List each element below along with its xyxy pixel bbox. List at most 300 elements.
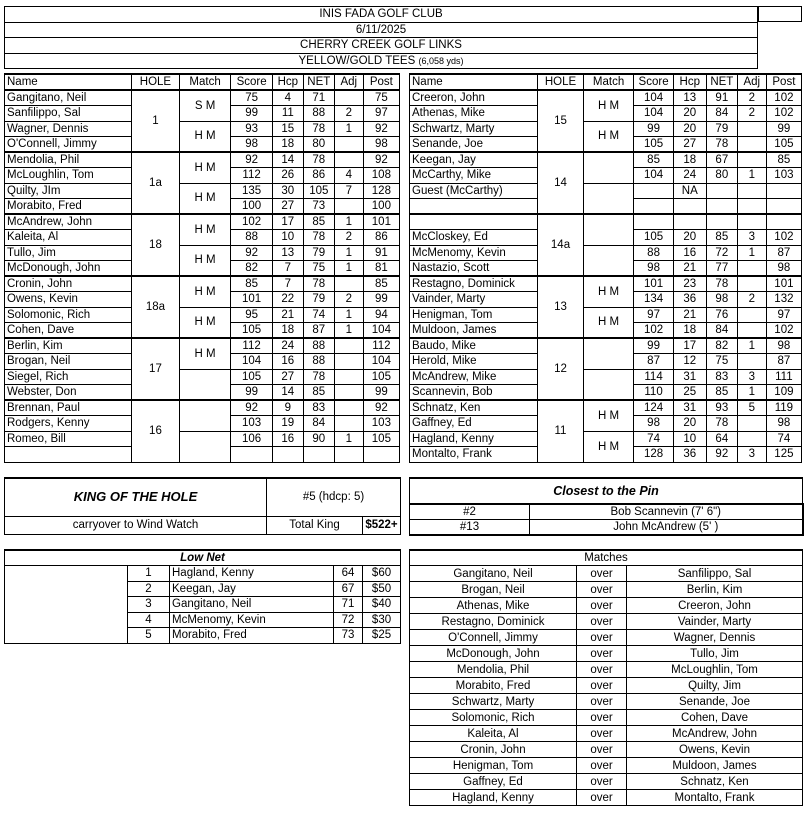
adj-cell: 1 bbox=[737, 385, 766, 401]
adj-cell: 2 bbox=[737, 90, 766, 106]
score-cell: 93 bbox=[231, 121, 272, 137]
hcp-cell: 12 bbox=[673, 354, 706, 370]
adj-cell bbox=[737, 214, 766, 230]
hcp-cell: 27 bbox=[673, 137, 706, 153]
match-loser: Creeron, John bbox=[627, 598, 803, 614]
adj-cell bbox=[737, 354, 766, 370]
match-loser: Berlin, Kim bbox=[627, 582, 803, 598]
hcp-cell: 30 bbox=[272, 183, 303, 199]
match-row bbox=[410, 662, 803, 678]
score-row bbox=[5, 276, 400, 292]
match-winner: Athenas, Mike bbox=[410, 598, 577, 614]
score-cell: 102 bbox=[231, 214, 272, 230]
hcp-cell: 17 bbox=[272, 214, 303, 230]
net-cell: 85 bbox=[303, 385, 334, 401]
net-cell: 86 bbox=[303, 168, 334, 184]
player-name: Rodgers, Kenny bbox=[5, 416, 132, 432]
player-name: Quilty, JIm bbox=[5, 183, 132, 199]
post-cell: 104 bbox=[363, 323, 399, 339]
net-cell bbox=[706, 214, 737, 230]
low-net-bottom bbox=[5, 643, 401, 647]
adj-cell: 1 bbox=[334, 323, 363, 339]
match-row bbox=[410, 710, 803, 726]
score-cell bbox=[634, 199, 673, 215]
match-over: over bbox=[577, 646, 627, 662]
low-net-rank: 3 bbox=[128, 597, 170, 613]
match-winner: Solomonic, Rich bbox=[410, 710, 577, 726]
player-name: Athenas, Mike bbox=[410, 106, 538, 122]
adj-cell bbox=[737, 152, 766, 168]
score-cell: 98 bbox=[231, 137, 272, 153]
closest-to-pin bbox=[409, 477, 804, 536]
column-header: Score bbox=[634, 74, 673, 90]
adj-cell: 7 bbox=[334, 183, 363, 199]
net-cell: 92 bbox=[706, 447, 737, 463]
score-cell: 124 bbox=[634, 400, 673, 416]
net-cell: 88 bbox=[303, 106, 334, 122]
low-net-prize: $25 bbox=[363, 628, 401, 644]
player-name: Tullo, Jim bbox=[5, 245, 132, 261]
score-cell: 134 bbox=[634, 292, 673, 308]
match-loser: Sanfilippo, Sal bbox=[627, 566, 803, 582]
hcp-cell: 27 bbox=[272, 369, 303, 385]
player-name: McAndrew, Mike bbox=[410, 369, 538, 385]
net-cell: 67 bbox=[706, 152, 737, 168]
net-cell: 75 bbox=[303, 261, 334, 277]
adj-cell: 5 bbox=[737, 400, 766, 416]
player-name: Owens, Kevin bbox=[5, 292, 132, 308]
low-net-spacer bbox=[5, 581, 128, 597]
net-cell: 88 bbox=[303, 338, 334, 354]
adj-cell bbox=[334, 416, 363, 432]
match-winner: Brogan, Neil bbox=[410, 582, 577, 598]
player-name: Scannevin, Bob bbox=[410, 385, 538, 401]
match-winner: Mendolia, Phil bbox=[410, 662, 577, 678]
match-type: H M bbox=[179, 276, 231, 307]
match-loser: Vainder, Marty bbox=[627, 614, 803, 630]
adj-cell: 4 bbox=[334, 168, 363, 184]
player-name: Nastazio, Scott bbox=[410, 261, 538, 277]
score-row bbox=[410, 369, 802, 385]
closest-winner: John McAndrew (5' ) bbox=[530, 520, 803, 536]
post-cell bbox=[766, 183, 801, 199]
match-row bbox=[410, 646, 803, 662]
player-name bbox=[410, 214, 538, 230]
match-over: over bbox=[577, 614, 627, 630]
score-row bbox=[410, 183, 802, 199]
score-cell: 104 bbox=[634, 106, 673, 122]
post-cell: 94 bbox=[363, 307, 399, 323]
match-loser: Owens, Kevin bbox=[627, 742, 803, 758]
hcp-cell: 24 bbox=[673, 168, 706, 184]
net-cell bbox=[706, 199, 737, 215]
player-name bbox=[5, 447, 132, 463]
post-cell: 85 bbox=[766, 152, 801, 168]
net-cell: 105 bbox=[303, 183, 334, 199]
match-row bbox=[410, 758, 803, 774]
score-cell: 128 bbox=[634, 447, 673, 463]
low-net-spacer bbox=[5, 566, 128, 582]
post-cell: 112 bbox=[363, 338, 399, 354]
tees-line bbox=[5, 53, 758, 69]
match-row bbox=[410, 678, 803, 694]
hcp-cell: 14 bbox=[272, 152, 303, 168]
score-row bbox=[410, 90, 802, 106]
low-net-prize: $50 bbox=[363, 581, 401, 597]
post-cell: 105 bbox=[363, 431, 399, 447]
adj-cell: 1 bbox=[334, 214, 363, 230]
match-winner: Cronin, John bbox=[410, 742, 577, 758]
score-cell: 92 bbox=[231, 245, 272, 261]
hcp-cell: 20 bbox=[673, 106, 706, 122]
hcp-cell: 16 bbox=[673, 245, 706, 261]
course-name: CHERRY CREEK GOLF LINKS bbox=[5, 38, 758, 54]
post-cell: 92 bbox=[363, 400, 399, 416]
net-cell: 75 bbox=[706, 354, 737, 370]
net-cell: 80 bbox=[303, 137, 334, 153]
hcp-cell: 21 bbox=[673, 307, 706, 323]
score-cell: 97 bbox=[634, 307, 673, 323]
hole-number: 11 bbox=[538, 400, 584, 462]
score-cell: 82 bbox=[231, 261, 272, 277]
net-cell: 84 bbox=[303, 416, 334, 432]
player-name: Gangitano, Neil bbox=[5, 90, 132, 106]
score-cell: 103 bbox=[231, 416, 272, 432]
post-cell: 85 bbox=[363, 276, 399, 292]
column-header: HOLE bbox=[132, 74, 180, 90]
match-type: H M bbox=[179, 214, 231, 245]
closest-hole: #2 bbox=[410, 504, 530, 520]
hcp-cell: 21 bbox=[673, 261, 706, 277]
column-header-row bbox=[5, 74, 400, 90]
match-row bbox=[410, 614, 803, 630]
hcp-cell: 27 bbox=[272, 199, 303, 215]
match-loser: Cohen, Dave bbox=[627, 710, 803, 726]
low-net-row bbox=[5, 612, 401, 628]
hole-number: 14a bbox=[538, 214, 584, 276]
player-name: Schnatz, Ken bbox=[410, 400, 538, 416]
match-over: over bbox=[577, 566, 627, 582]
match-row bbox=[410, 630, 803, 646]
match-winner: Morabito, Fred bbox=[410, 678, 577, 694]
score-row bbox=[410, 245, 802, 261]
player-name: Kaleita, Al bbox=[5, 230, 132, 246]
post-cell: 98 bbox=[766, 338, 801, 354]
club-name: INIS FADA GOLF CLUB bbox=[5, 7, 758, 23]
closest-hole: #13 bbox=[410, 520, 530, 536]
post-cell: 99 bbox=[363, 385, 399, 401]
player-name: Keegan, Jay bbox=[410, 152, 538, 168]
low-net-score: 71 bbox=[334, 597, 363, 613]
corner-box bbox=[758, 6, 802, 22]
net-cell: 78 bbox=[303, 276, 334, 292]
match-winner: O'Connell, Jimmy bbox=[410, 630, 577, 646]
match-type: H M bbox=[179, 152, 231, 183]
adj-cell bbox=[334, 447, 363, 463]
net-cell bbox=[706, 183, 737, 199]
adj-cell: 1 bbox=[334, 245, 363, 261]
score-cell: 114 bbox=[634, 369, 673, 385]
score-row bbox=[410, 152, 802, 168]
post-cell: 109 bbox=[766, 385, 801, 401]
score-cell: 106 bbox=[231, 431, 272, 447]
hcp-cell: 14 bbox=[272, 385, 303, 401]
score-cell: 85 bbox=[231, 276, 272, 292]
hcp-cell: 24 bbox=[272, 338, 303, 354]
column-header-row bbox=[410, 74, 802, 90]
match-loser: Senande, Joe bbox=[627, 694, 803, 710]
score-cell: 99 bbox=[634, 121, 673, 137]
net-cell: 71 bbox=[303, 90, 334, 106]
match-type: H M bbox=[583, 431, 634, 462]
adj-cell bbox=[737, 199, 766, 215]
score-cell: 88 bbox=[231, 230, 272, 246]
adj-cell: 3 bbox=[737, 230, 766, 246]
player-name: McAndrew, John bbox=[5, 214, 132, 230]
match-type bbox=[583, 183, 634, 214]
adj-cell bbox=[334, 369, 363, 385]
hcp-cell: 20 bbox=[673, 121, 706, 137]
adj-cell: 1 bbox=[737, 168, 766, 184]
king-carryover: carryover to Wind Watch bbox=[5, 516, 267, 534]
player-name: McCloskey, Ed bbox=[410, 230, 538, 246]
score-row bbox=[5, 245, 400, 261]
low-net bbox=[4, 549, 401, 647]
adj-cell bbox=[737, 137, 766, 153]
match-row bbox=[410, 566, 803, 582]
score-row bbox=[5, 431, 400, 447]
score-cell: 105 bbox=[231, 323, 272, 339]
hcp-cell: 18 bbox=[272, 323, 303, 339]
score-row bbox=[5, 121, 400, 137]
adj-cell: 2 bbox=[334, 230, 363, 246]
player-name bbox=[410, 199, 538, 215]
match-loser: Schnatz, Ken bbox=[627, 774, 803, 790]
low-net-rank: 1 bbox=[128, 566, 170, 582]
match-type bbox=[583, 338, 634, 369]
adj-cell bbox=[737, 431, 766, 447]
low-net-name: Gangitano, Neil bbox=[170, 597, 334, 613]
match-type bbox=[583, 152, 634, 183]
post-cell: 128 bbox=[363, 183, 399, 199]
adj-cell: 3 bbox=[737, 447, 766, 463]
low-net-spacer bbox=[5, 597, 128, 613]
post-cell: 91 bbox=[363, 245, 399, 261]
match-winner: Hagland, Kenny bbox=[410, 790, 577, 806]
low-net-prize: $60 bbox=[363, 566, 401, 582]
player-name: Siegel, Rich bbox=[5, 369, 132, 385]
score-cell: 105 bbox=[634, 137, 673, 153]
match-over: over bbox=[577, 678, 627, 694]
net-cell: 76 bbox=[706, 307, 737, 323]
adj-cell bbox=[334, 338, 363, 354]
hole-number: 13 bbox=[538, 276, 584, 338]
post-cell: 103 bbox=[363, 416, 399, 432]
net-cell: 88 bbox=[303, 354, 334, 370]
adj-cell: 1 bbox=[737, 338, 766, 354]
net-cell: 78 bbox=[303, 152, 334, 168]
net-cell: 79 bbox=[303, 245, 334, 261]
hcp-cell: 7 bbox=[272, 261, 303, 277]
match-type: H M bbox=[179, 183, 231, 214]
match-row bbox=[410, 774, 803, 790]
hcp-cell: 9 bbox=[272, 400, 303, 416]
match-type bbox=[179, 369, 231, 400]
net-cell: 98 bbox=[706, 292, 737, 308]
player-name: Senande, Joe bbox=[410, 137, 538, 153]
score-cell: 92 bbox=[231, 152, 272, 168]
player-name: McMenomy, Kevin bbox=[410, 245, 538, 261]
match-type: S M bbox=[179, 90, 231, 121]
low-net-prize: $30 bbox=[363, 612, 401, 628]
score-cell: 105 bbox=[231, 369, 272, 385]
score-cell: 98 bbox=[634, 261, 673, 277]
player-name: McDonough, John bbox=[5, 261, 132, 277]
net-cell: 82 bbox=[706, 338, 737, 354]
match-winner: Schwartz, Marty bbox=[410, 694, 577, 710]
player-name: Gaffney, Ed bbox=[410, 416, 538, 432]
score-row bbox=[5, 152, 400, 168]
match-over: over bbox=[577, 790, 627, 806]
player-name: Montalto, Frank bbox=[410, 447, 538, 463]
player-name: Muldoon, James bbox=[410, 323, 538, 339]
adj-cell bbox=[737, 183, 766, 199]
net-cell: 85 bbox=[303, 214, 334, 230]
matches-title: Matches bbox=[410, 550, 803, 566]
match-over: over bbox=[577, 710, 627, 726]
score-cell: 88 bbox=[634, 245, 673, 261]
player-name: Restagno, Dominick bbox=[410, 276, 538, 292]
adj-cell bbox=[334, 199, 363, 215]
match-winner: Gaffney, Ed bbox=[410, 774, 577, 790]
net-cell: 85 bbox=[706, 385, 737, 401]
hcp-cell: 13 bbox=[673, 90, 706, 106]
hole-number: 14 bbox=[538, 152, 584, 214]
post-cell: 104 bbox=[363, 354, 399, 370]
adj-cell bbox=[334, 137, 363, 153]
hcp-cell: 18 bbox=[272, 137, 303, 153]
hcp-cell: 11 bbox=[272, 106, 303, 122]
score-cell: 95 bbox=[231, 307, 272, 323]
score-row bbox=[5, 307, 400, 323]
player-name: McLoughlin, Tom bbox=[5, 168, 132, 184]
hcp-cell: 10 bbox=[673, 431, 706, 447]
net-cell: 72 bbox=[706, 245, 737, 261]
player-name: Mendolia, Phil bbox=[5, 152, 132, 168]
low-net-row bbox=[5, 566, 401, 582]
match-over: over bbox=[577, 694, 627, 710]
score-cell: 101 bbox=[231, 292, 272, 308]
match-winner: McDonough, John bbox=[410, 646, 577, 662]
net-cell: 79 bbox=[706, 121, 737, 137]
low-net-name: Keegan, Jay bbox=[170, 581, 334, 597]
match-over: over bbox=[577, 758, 627, 774]
player-name: Sanfilippo, Sal bbox=[5, 106, 132, 122]
closest-winner: Bob Scannevin (7' 6") bbox=[530, 504, 803, 520]
score-cell: 92 bbox=[231, 400, 272, 416]
player-name: Vainder, Marty bbox=[410, 292, 538, 308]
hcp-cell: 18 bbox=[673, 152, 706, 168]
post-cell bbox=[766, 199, 801, 215]
net-cell: 85 bbox=[706, 230, 737, 246]
event-date: 6/11/2025 bbox=[5, 22, 758, 38]
hole-number: 18 bbox=[132, 214, 180, 276]
score-cell: 110 bbox=[634, 385, 673, 401]
column-header: NET bbox=[303, 74, 334, 90]
net-cell: 79 bbox=[303, 292, 334, 308]
match-row bbox=[410, 742, 803, 758]
adj-cell bbox=[334, 90, 363, 106]
post-cell: 99 bbox=[766, 121, 801, 137]
player-name: Wagner, Dennis bbox=[5, 121, 132, 137]
score-row bbox=[5, 90, 400, 106]
low-net-row bbox=[5, 597, 401, 613]
match-loser: Wagner, Dennis bbox=[627, 630, 803, 646]
low-net-name: Hagland, Kenny bbox=[170, 566, 334, 582]
low-net-prize: $40 bbox=[363, 597, 401, 613]
net-cell: 80 bbox=[706, 168, 737, 184]
low-net-rank: 5 bbox=[128, 628, 170, 644]
match-over: over bbox=[577, 582, 627, 598]
column-header: Name bbox=[5, 74, 132, 90]
hcp-cell: 36 bbox=[673, 447, 706, 463]
score-cell: 102 bbox=[634, 323, 673, 339]
post-cell bbox=[766, 214, 801, 230]
hcp-cell: 31 bbox=[673, 369, 706, 385]
column-header: Post bbox=[766, 74, 801, 90]
net-cell bbox=[303, 447, 334, 463]
match-row bbox=[410, 694, 803, 710]
match-loser: Montalto, Frank bbox=[627, 790, 803, 806]
player-name: Henigman, Tom bbox=[410, 307, 538, 323]
match-type: H M bbox=[179, 307, 231, 338]
match-row bbox=[410, 790, 803, 806]
king-total-label: Total King bbox=[267, 516, 363, 534]
adj-cell bbox=[334, 276, 363, 292]
column-header: Hcp bbox=[673, 74, 706, 90]
net-cell: 84 bbox=[706, 106, 737, 122]
post-cell: 102 bbox=[766, 106, 801, 122]
score-row bbox=[5, 369, 400, 385]
post-cell: 103 bbox=[766, 168, 801, 184]
score-cell: 99 bbox=[231, 385, 272, 401]
post-cell: 75 bbox=[363, 90, 399, 106]
post-cell: 86 bbox=[363, 230, 399, 246]
column-header: Match bbox=[179, 74, 231, 90]
net-cell: 83 bbox=[706, 369, 737, 385]
hole-number: 18a bbox=[132, 276, 180, 338]
hcp-cell: 16 bbox=[272, 431, 303, 447]
low-net-score: 73 bbox=[334, 628, 363, 644]
post-cell: 102 bbox=[766, 323, 801, 339]
match-over: over bbox=[577, 630, 627, 646]
player-name: Cohen, Dave bbox=[5, 323, 132, 339]
score-cell: 112 bbox=[231, 168, 272, 184]
hcp-cell: 36 bbox=[673, 292, 706, 308]
score-cell: 112 bbox=[231, 338, 272, 354]
score-cell: 74 bbox=[634, 431, 673, 447]
hcp-cell: 18 bbox=[673, 323, 706, 339]
match-type: H M bbox=[179, 245, 231, 276]
adj-cell bbox=[737, 261, 766, 277]
adj-cell: 1 bbox=[334, 261, 363, 277]
low-net-row bbox=[5, 628, 401, 644]
adj-cell: 1 bbox=[334, 431, 363, 447]
net-cell: 77 bbox=[706, 261, 737, 277]
adj-cell: 1 bbox=[334, 121, 363, 137]
post-cell: 98 bbox=[766, 416, 801, 432]
closest-title: Closest to the Pin bbox=[410, 478, 803, 504]
